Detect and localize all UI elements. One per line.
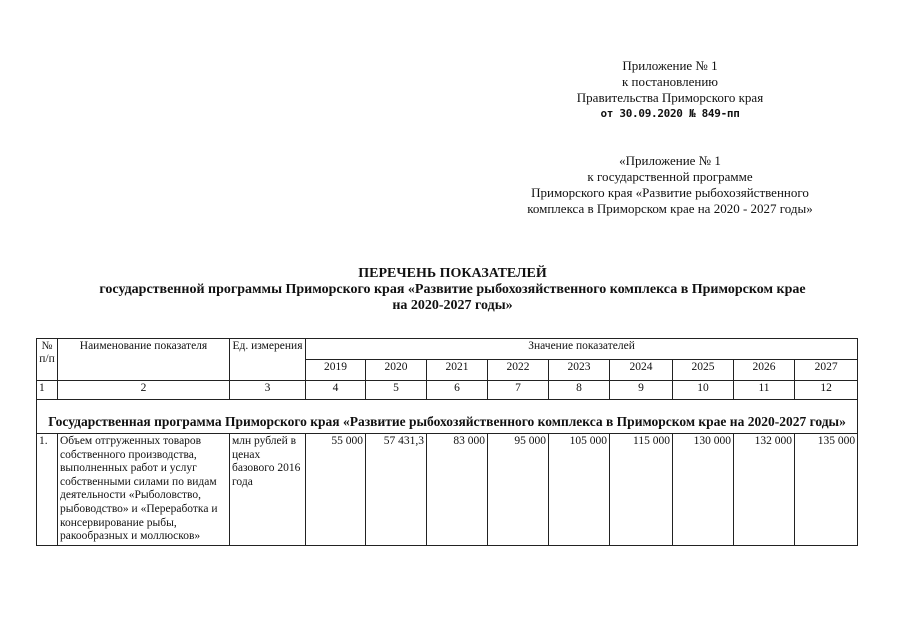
appendix-line: Правительства Приморского края xyxy=(576,90,764,105)
year-cell: 2027 xyxy=(795,360,858,381)
appendix-line: к государственной программе xyxy=(587,169,753,184)
value-cell: 105 000 xyxy=(549,434,610,546)
section-title: Государственная программа Приморского края «Развитие рыбохозяйственного комплекса в Приморском крае на 2020-2027 годы» xyxy=(37,400,858,434)
appendix-line: к постановлению xyxy=(621,74,719,89)
value-cell: 130 000 xyxy=(673,434,734,546)
document-title xyxy=(40,266,865,314)
indicator-name: Объем отгруженных товаров собственного производства, выполненных работ и услуг собственными силами по видам деятельности «Рыболовство, рыбоводство» и «Переработка и консервирование рыбы, ракообразных и моллюсков» xyxy=(58,434,230,546)
appendix-line: Приложение № 1 xyxy=(622,58,718,73)
appendix-line: Приморского края «Развитие рыбохозяйственного xyxy=(531,185,809,200)
value-cell: 95 000 xyxy=(488,434,549,546)
year-cell: 2025 xyxy=(673,360,734,381)
col-number: 7 xyxy=(488,381,549,400)
appendix-line: комплекса в Приморском крае на 2020 - 2027 годы» xyxy=(527,201,813,216)
program-appendix-header xyxy=(495,153,845,217)
col-number: 4 xyxy=(306,381,366,400)
appendix-header xyxy=(560,58,780,122)
col-number: 9 xyxy=(610,381,673,400)
value-cell: 132 000 xyxy=(734,434,795,546)
value-cell: 135 000 xyxy=(795,434,858,546)
indicators-table xyxy=(36,338,858,546)
year-cell: 2026 xyxy=(734,360,795,381)
col-number: 5 xyxy=(366,381,427,400)
year-cell: 2020 xyxy=(366,360,427,381)
col-number: 3 xyxy=(230,381,306,400)
col-number: 8 xyxy=(549,381,610,400)
resolution-date-number: от 30.09.2020 № 849-пп xyxy=(600,107,740,120)
indicator-unit: млн рублей в ценах базового 2016 года xyxy=(230,434,306,546)
header-name: Наименование показателя xyxy=(58,339,230,381)
appendix-line: «Приложение № 1 xyxy=(619,153,721,168)
col-number: 10 xyxy=(673,381,734,400)
col-number: 12 xyxy=(795,381,858,400)
section-row xyxy=(37,400,858,434)
col-number: 1 xyxy=(37,381,58,400)
header-num: № п/п xyxy=(37,339,58,381)
column-numbers-row xyxy=(37,381,858,400)
year-cell: 2024 xyxy=(610,360,673,381)
title-line: на 2020-2027 годы» xyxy=(392,298,513,313)
title-line: ПЕРЕЧЕНЬ ПОКАЗАТЕЛЕЙ xyxy=(358,266,547,281)
col-number: 6 xyxy=(427,381,488,400)
value-cell: 115 000 xyxy=(610,434,673,546)
year-cell: 2022 xyxy=(488,360,549,381)
row-num: 1. xyxy=(37,434,58,546)
title-line: государственной программы Приморского края «Развитие рыбохозяйственного комплекса в Приморском крае xyxy=(99,282,806,297)
year-cell: 2021 xyxy=(427,360,488,381)
value-cell: 83 000 xyxy=(427,434,488,546)
col-number: 2 xyxy=(58,381,230,400)
header-values: Значение показателей xyxy=(306,339,858,360)
header-unit: Ед. измерения xyxy=(230,339,306,381)
value-cell: 55 000 xyxy=(306,434,366,546)
value-cell: 57 431,3 xyxy=(366,434,427,546)
year-cell: 2019 xyxy=(306,360,366,381)
year-cell: 2023 xyxy=(549,360,610,381)
table-row xyxy=(37,434,858,546)
col-number: 11 xyxy=(734,381,795,400)
